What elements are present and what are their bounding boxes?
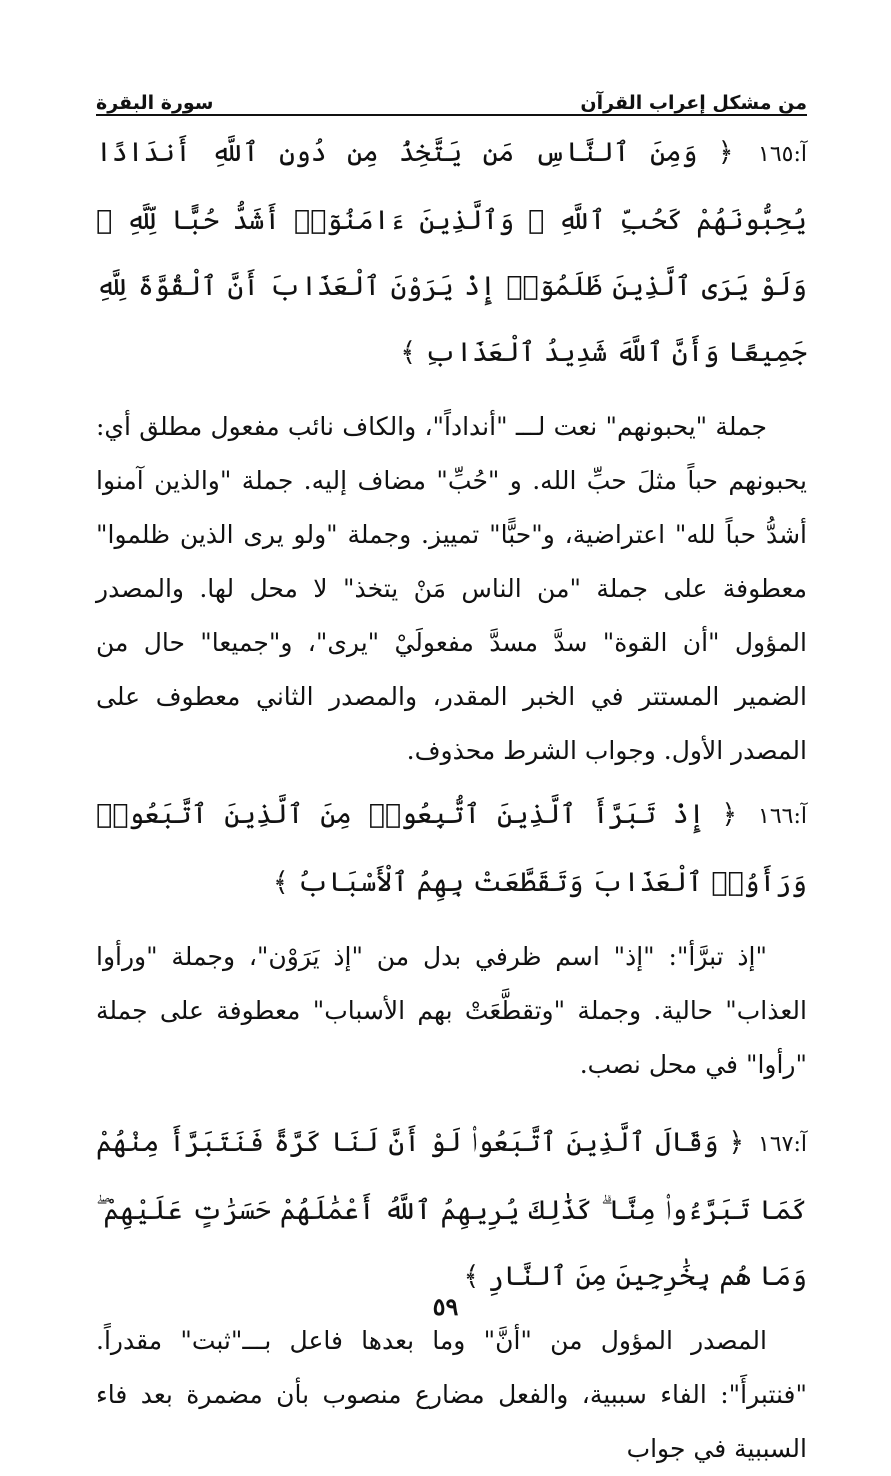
verse-166: [96, 782, 807, 916]
verse-167: [96, 1110, 807, 1310]
verse-text: ﴿ وَقَالَ ٱلَّذِينَ ٱتَّبَعُوا۟ لَوْ أَنَّ لَنَا كَرَّةً فَنَتَبَرَّأَ مِنْهُمْ كَمَا تَبَرَّءُوا۟ مِنَّا ۗ كَذَٰلِكَ يُرِيهِمُ ٱللَّهُ أَعْمَٰلَهُمْ حَسَرَٰتٍ عَلَيْهِمْ ۖ وَمَا هُم بِخَٰرِجِينَ مِنَ ٱلنَّارِ ﴾: [96, 1127, 807, 1292]
page-number: ٥٩: [432, 1292, 459, 1321]
surah-title: سورة البقرة: [96, 92, 214, 114]
commentary-166: "إذ تبرَّأ": "إذ" اسم ظرفي بدل من "إذ يَرَوْن"، وجملة "ورأوا العذاب" حالية. وجملة "وتقطَّعَتْ بهم الأسباب" معطوفة على جملة "رأوا" في محل نصب.: [96, 942, 807, 1079]
commentary-167: المصدر المؤول من "أنَّ" وما بعدها فاعل بـــ"ثبت" مقدراً. "فنتبرأَ": الفاء سببية، والفعل مضارع منصوب بأن مضمرة بعد فاء السببية في جواب: [96, 1326, 807, 1463]
running-header: [96, 84, 807, 116]
book-title: من مشكل إعراب القرآن: [580, 92, 807, 114]
verse-165: [96, 120, 807, 386]
verse-number: آ:١٦٦: [758, 804, 807, 829]
verse-text: ﴿ إِذْ تَبَرَّأَ ٱلَّذِينَ ٱتُّبِعُوا۟ مِنَ ٱلَّذِينَ ٱتَّبَعُوا۟ وَرَأَوُا۟ ٱلْعَذَابَ وَتَقَطَّعَتْ بِهِمُ ٱلْأَسْبَابُ ﴾: [96, 799, 807, 898]
verse-text: ﴿ وَمِنَ ٱلنَّاسِ مَن يَتَّخِذُ مِن دُونِ ٱللَّهِ أَندَادًا يُحِبُّونَهُمْ كَحُبِّ ٱللَّهِ ۖ وَٱلَّذِينَ ءَامَنُوٓا۟ أَشَدُّ حُبًّا لِّلَّهِ ۗ وَلَوْ يَرَى ٱلَّذِينَ ظَلَمُوٓا۟ إِذْ يَرَوْنَ ٱلْعَذَابَ أَنَّ ٱلْقُوَّةَ لِلَّهِ جَمِيعًا وَأَنَّ ٱللَّهَ شَدِيدُ ٱلْعَذَابِ ﴾: [96, 137, 807, 368]
page: [96, 84, 807, 1476]
commentary-165: جملة "يحبونهم" نعت لـــ "أنداداً"، والكاف نائب مفعول مطلق أي: يحبونهم حباً مثلَ حبِّ الله. و "حُبِّ" مضاف إليه. جملة "والذين آمنوا أشدُّ حباً لله" اعتراضية، و"حبًّا" تمييز. وجملة "ولو يرى الذين ظلموا" معطوفة على جملة "من الناس مَنْ يتخذ" لا محل لها. والمصدر المؤول "أن القوة" سدَّ مسدَّ مفعولَيْ "يرى"، و"جميعا" حال من الضمير المستتر في الخبر المقدر، والمصدر الثاني معطوف على المصدر الأول. وجواب الشرط محذوف.: [96, 412, 807, 765]
verse-number: آ:١٦٧: [758, 1132, 807, 1157]
verse-number: آ:١٦٥: [758, 142, 807, 167]
